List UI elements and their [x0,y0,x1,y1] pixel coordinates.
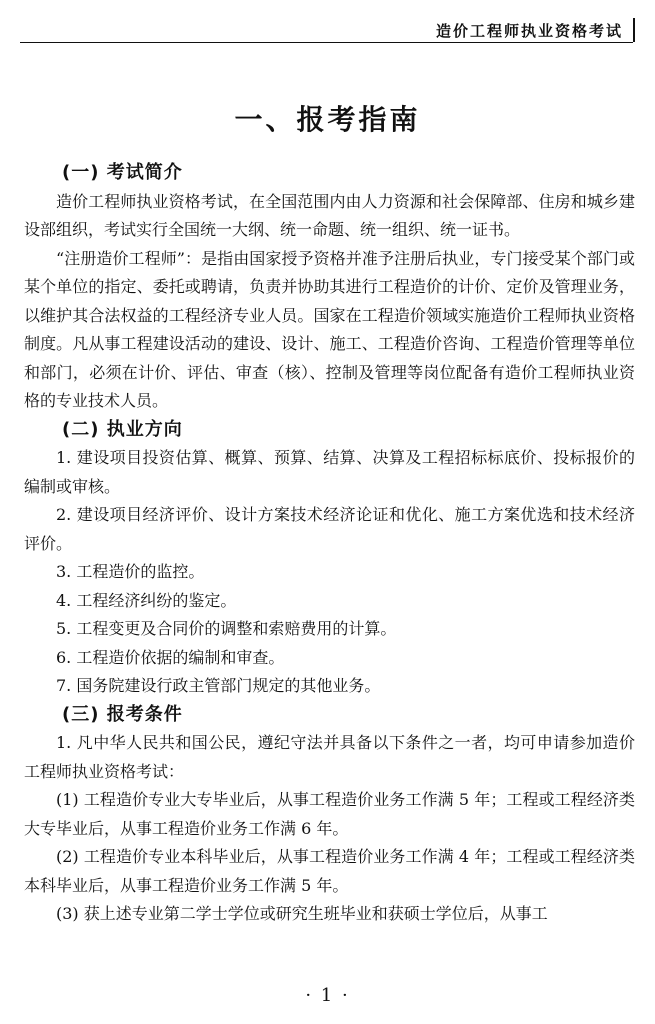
header-vertical-rule [633,18,635,42]
section-heading-conditions: (三) 报考条件 [62,703,183,725]
conditions-sub-3: (3) 获上述专业第二学士学位或研究生班毕业和获硕士学位后，从事工 [56,904,548,923]
page-number: · 1 · [305,985,350,1006]
running-header [20,18,633,43]
running-header-title: 造价工程师执业资格考试 [435,22,623,40]
conditions-sub-1: (1) 工程造价专业大专毕业后，从事工程造价业务工作满 5 年；工程或工程经济类大专毕业后，从事工程造价业务工作满 6 年。 [24,790,635,838]
practice-item-3: 3. 工程造价的监控。 [56,562,205,581]
chapter-title: 一、报考指南 [234,103,421,136]
intro-paragraph-2: “注册造价工程师”：是指由国家授予资格并准予注册后执业，专门接受某个部门或某个单位的指定、委托或聘请，负责并协助其进行工程造价的计价、定价及管理业务，以维护其合法权益的工程经济专业人员。国家在工程造价领域实施造价工程师执业资格制度。凡从事工程建设活动的建设、设计、施工、工程造价咨询、工程造价管理等单位和部门，必须在计价、评估、审查（核）、控制及管理等岗位配备有造价工程师执业资格的专业技术人员。 [24,248,635,410]
section-heading-practice: (二) 执业方向 [62,418,183,440]
practice-item-6: 6. 工程造价依据的编制和审查。 [56,647,285,667]
practice-item-7: 7. 国务院建设行政主管部门规定的其他业务。 [56,676,381,695]
practice-item-1: 1. 建设项目投资估算、概算、预算、结算、决算及工程招标标底价、投标报价的编制或审核。 [24,448,635,496]
section-heading-intro: (一) 考试简介 [62,162,183,183]
practice-item-5: 5. 工程变更及合同价的调整和索赔费用的计算。 [56,619,397,638]
body-content [24,159,635,929]
practice-item-4: 4. 工程经济纠纷的鉴定。 [56,590,237,610]
intro-paragraph-1: 造价工程师执业资格考试，在全国范围内由人力资源和社会保障部、住房和城乡建设部组织，考试实行全国统一大纲、统一命题、统一组织、统一证书。 [24,191,635,239]
practice-item-2: 2. 建设项目经济评价、设计方案技术经济论证和优化、施工方案优选和技术经济评价。 [24,505,635,553]
conditions-sub-2: (2) 工程造价专业本科毕业后，从事工程造价业务工作满 4 年；工程或工程经济类本科毕业后，从事工程造价业务工作满 5 年。 [24,847,635,895]
conditions-paragraph-1: 1. 凡中华人民共和国公民，遵纪守法并具备以下条件之一者，均可申请参加造价工程师执业资格考试： [24,733,635,781]
